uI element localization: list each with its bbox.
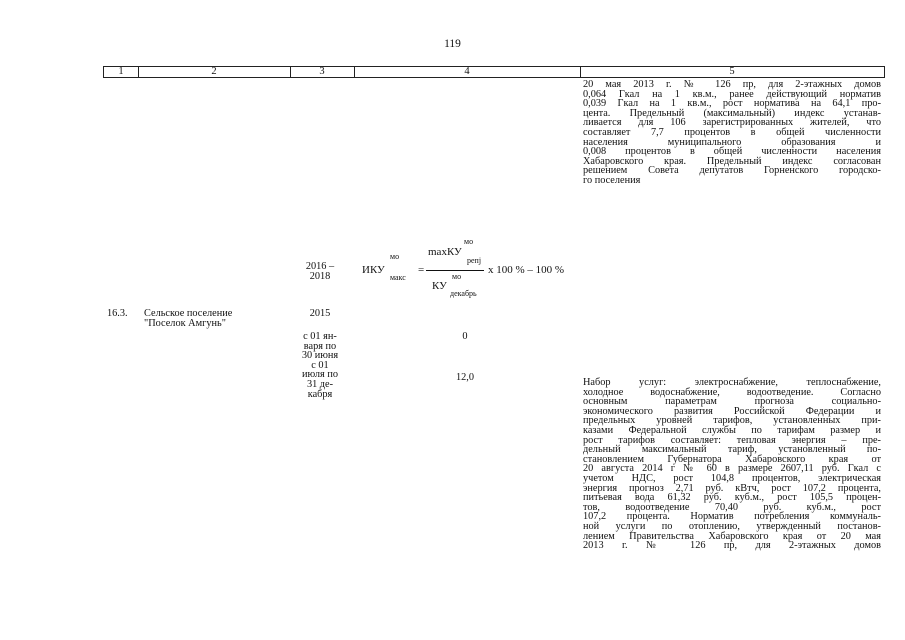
text-line: основным параметрам прогноза социально- bbox=[583, 396, 881, 408]
formula-tail: х 100 % – 100 % bbox=[488, 264, 565, 276]
text-line: тов, водоотведение 70,40 руб. куб.м., рост bbox=[583, 501, 881, 513]
text-line: питьевая вода 61,32 руб. куб.м., рост 105,5 процен- bbox=[583, 492, 881, 504]
header-col-2: 2 bbox=[211, 66, 217, 77]
period1-line: 30 июня bbox=[301, 350, 339, 362]
row-name-line1: Сельское поселение bbox=[144, 308, 233, 319]
period-2016-line2: 2018 bbox=[309, 271, 331, 282]
formula-lhs-sup: мо bbox=[390, 252, 400, 261]
text-line: 107,2 процента. Норматив потребления коммуналь- bbox=[583, 511, 881, 523]
formula-equals: = bbox=[418, 264, 425, 276]
text-line: 0,064 Гкал на 1 кв.м., ранее действующий норматив bbox=[583, 88, 881, 100]
row-name-line2: "Поселок Амгунь" bbox=[144, 317, 226, 329]
header-col-3: 3 bbox=[319, 66, 325, 77]
formula-numerator: maxКУ bbox=[428, 246, 462, 258]
text-line: 2013 г. № 126 пр, для 2-этажных домов bbox=[583, 540, 881, 552]
text-line: холодное водоснабжение, водоотведение. Согласно bbox=[583, 386, 881, 398]
header-col-1: 1 bbox=[118, 66, 124, 77]
formula-num-sup: мо bbox=[464, 237, 474, 246]
formula-den-sup: мо bbox=[452, 272, 462, 281]
text-line: Хабаровского края. Предельный индекс согласован bbox=[583, 155, 881, 167]
row-year: 2015 bbox=[309, 308, 331, 319]
text-line: населения муниципального образования и bbox=[583, 136, 881, 148]
formula-denominator: КУ bbox=[432, 280, 447, 292]
period1-line: с 01 ян- bbox=[303, 331, 337, 342]
period2-line: с 01 bbox=[311, 359, 329, 371]
period2-line: кабря bbox=[307, 388, 333, 400]
text-line: 0,039 Гкал на 1 кв.м., рост норматива на 64,1 про- bbox=[583, 98, 881, 110]
value2: 12,0 bbox=[455, 372, 475, 383]
text-line: решением Совета депутатов Горненского городско- bbox=[583, 165, 881, 177]
formula-lhs-sub: макс bbox=[390, 273, 406, 282]
text-line: предельных уровней тарифов, установленных при- bbox=[583, 415, 881, 427]
text-line: 0,008 процентов в общей численности населения bbox=[583, 146, 881, 158]
text-line: рост тарифов составляет: тепловая энергия – пре- bbox=[583, 434, 881, 446]
period2-line: июля по bbox=[301, 369, 339, 381]
period1-line: варя по bbox=[303, 340, 337, 352]
formula-num-sub: репj bbox=[467, 256, 482, 265]
page-number: 119 bbox=[444, 38, 461, 50]
text-line: ной услуги по отоплению, утвержденный постанов- bbox=[583, 521, 881, 532]
text-line: экономического развития Российской Федерации и bbox=[583, 405, 881, 417]
value1: 0 bbox=[462, 331, 468, 342]
text-line: Набор услуг: электроснабжение, теплоснабжение, bbox=[583, 377, 881, 388]
text-line: 20 августа 2014 г № 60 в размере 2607,11 руб. Гкал с bbox=[583, 463, 881, 475]
text-line: дельный максимальный тариф, установленный по- bbox=[583, 444, 881, 456]
period2-line: 31 де- bbox=[306, 379, 334, 390]
fraction-bar bbox=[426, 270, 484, 271]
text-line: становлением Губернатора Хабаровского края от bbox=[583, 453, 881, 465]
text-line: ливается для 106 зарегистрированных жителей, что bbox=[583, 117, 881, 129]
period-2016-line1: 2016 – bbox=[305, 261, 335, 272]
row-number: 16.3. bbox=[107, 308, 128, 319]
table-header-row bbox=[103, 66, 885, 78]
header-col-4: 4 bbox=[464, 66, 470, 77]
text-line: составляет 7,7 процентов в общей численности bbox=[583, 127, 881, 138]
text-line: энергия прогноз 2,71 руб. кВтч, рост 107,2 процента, bbox=[583, 482, 881, 494]
header-col-5: 5 bbox=[729, 66, 735, 77]
text-line: учетом НДС, рост 104,8 процентов, электрическая bbox=[583, 473, 881, 484]
text-line: казами Федеральной службы по тарифам размер и bbox=[583, 425, 881, 436]
text-line: 20 мая 2013 г. № 126 пр, для 2-этажных домов bbox=[583, 79, 881, 90]
formula bbox=[360, 228, 580, 298]
formula-lhs: ИКУ bbox=[362, 264, 385, 276]
text-line: цента. Предельный (максимальный) индекс устанав- bbox=[583, 107, 881, 119]
formula-den-sub: декабрь bbox=[450, 289, 477, 298]
text-line: лением Правительства Хабаровского края от 20 мая bbox=[583, 530, 881, 542]
text-line: го поселения bbox=[583, 175, 641, 186]
